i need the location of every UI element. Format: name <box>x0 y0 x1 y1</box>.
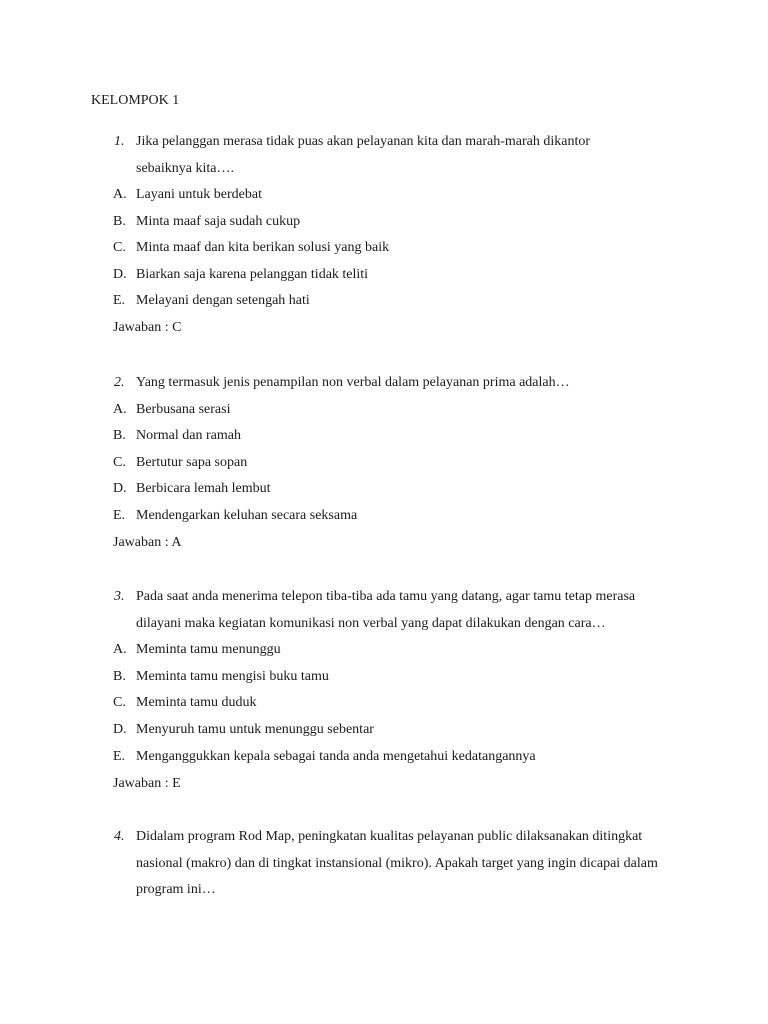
option-letter: A. <box>113 402 127 417</box>
answer-line: Jawaban : E <box>113 776 181 791</box>
question-number: 4. <box>114 829 125 844</box>
page-title: KELOMPOK 1 <box>91 93 180 108</box>
option-letter: E. <box>113 508 126 523</box>
option-text: Melayani dengan setengah hati <box>136 293 310 308</box>
question-text: Yang termasuk jenis penampilan non verbal dalam pelayanan prima adalah… <box>136 375 570 390</box>
option-letter: B. <box>113 428 126 443</box>
option-a <box>0 182 700 209</box>
option-e <box>0 744 700 771</box>
option-b <box>0 209 700 236</box>
question-text: Jika pelanggan merasa tidak puas akan pelayanan kita dan marah-marah dikantor sebaiknya kita…. <box>136 134 591 176</box>
option-d <box>0 476 700 503</box>
option-text: Berbicara lemah lembut <box>136 481 271 496</box>
option-letter: D. <box>113 267 127 282</box>
question-number: 2. <box>114 375 125 390</box>
option-text: Meminta tamu mengisi buku tamu <box>136 669 329 684</box>
option-e <box>0 503 700 530</box>
answer-line: Jawaban : C <box>113 320 182 335</box>
option-letter: C. <box>113 455 126 470</box>
option-text: Mendengarkan keluhan secara seksama <box>136 508 358 523</box>
option-text: Biarkan saja karena pelanggan tidak teliti <box>136 267 369 282</box>
option-b <box>0 423 700 450</box>
option-text: Menyuruh tamu untuk menunggu sebentar <box>136 722 374 737</box>
option-letter: B. <box>113 214 126 229</box>
option-text: Minta maaf dan kita berikan solusi yang baik <box>136 240 390 255</box>
option-text: Berbusana serasi <box>136 402 231 417</box>
option-d <box>0 262 700 289</box>
option-text: Meminta tamu menunggu <box>136 642 281 657</box>
option-text: Normal dan ramah <box>136 428 241 443</box>
option-c <box>0 690 700 717</box>
option-text: Menganggukkan kepala sebagai tanda anda mengetahui kedatangannya <box>136 749 536 764</box>
option-text: Bertutur sapa sopan <box>136 455 248 470</box>
option-text: Layani untuk berdebat <box>136 187 262 202</box>
option-b <box>0 664 700 691</box>
option-a <box>0 637 700 664</box>
option-c <box>0 235 700 262</box>
option-letter: A. <box>113 642 127 657</box>
option-letter: E. <box>113 749 126 764</box>
option-text: Minta maaf saja sudah cukup <box>136 214 301 229</box>
option-letter: A. <box>113 187 127 202</box>
option-letter: D. <box>113 481 127 496</box>
option-letter: E. <box>113 293 126 308</box>
option-letter: B. <box>113 669 126 684</box>
option-a <box>0 397 700 424</box>
question-text: Didalam program Rod Map, peningkatan kualitas pelayanan public dilaksanakan ditingkat nasional (makro) dan di tingkat instansional (mikro). Apakah target yang ingin dicapai dalam program ini… <box>136 829 658 897</box>
option-c <box>0 450 700 477</box>
option-letter: D. <box>113 722 127 737</box>
question-number: 1. <box>114 134 125 149</box>
option-letter: C. <box>113 695 126 710</box>
option-letter: C. <box>113 240 126 255</box>
option-e <box>0 288 700 315</box>
option-d <box>0 717 700 744</box>
question-number: 3. <box>114 589 125 604</box>
option-text: Meminta tamu duduk <box>136 695 257 710</box>
answer-line: Jawaban : A <box>113 535 182 550</box>
question-text: Pada saat anda menerima telepon tiba-tiba ada tamu yang datang, agar tamu tetap merasa dilayani maka kegiatan komunikasi non verbal yang dapat dilakukan dengan cara… <box>136 589 636 631</box>
